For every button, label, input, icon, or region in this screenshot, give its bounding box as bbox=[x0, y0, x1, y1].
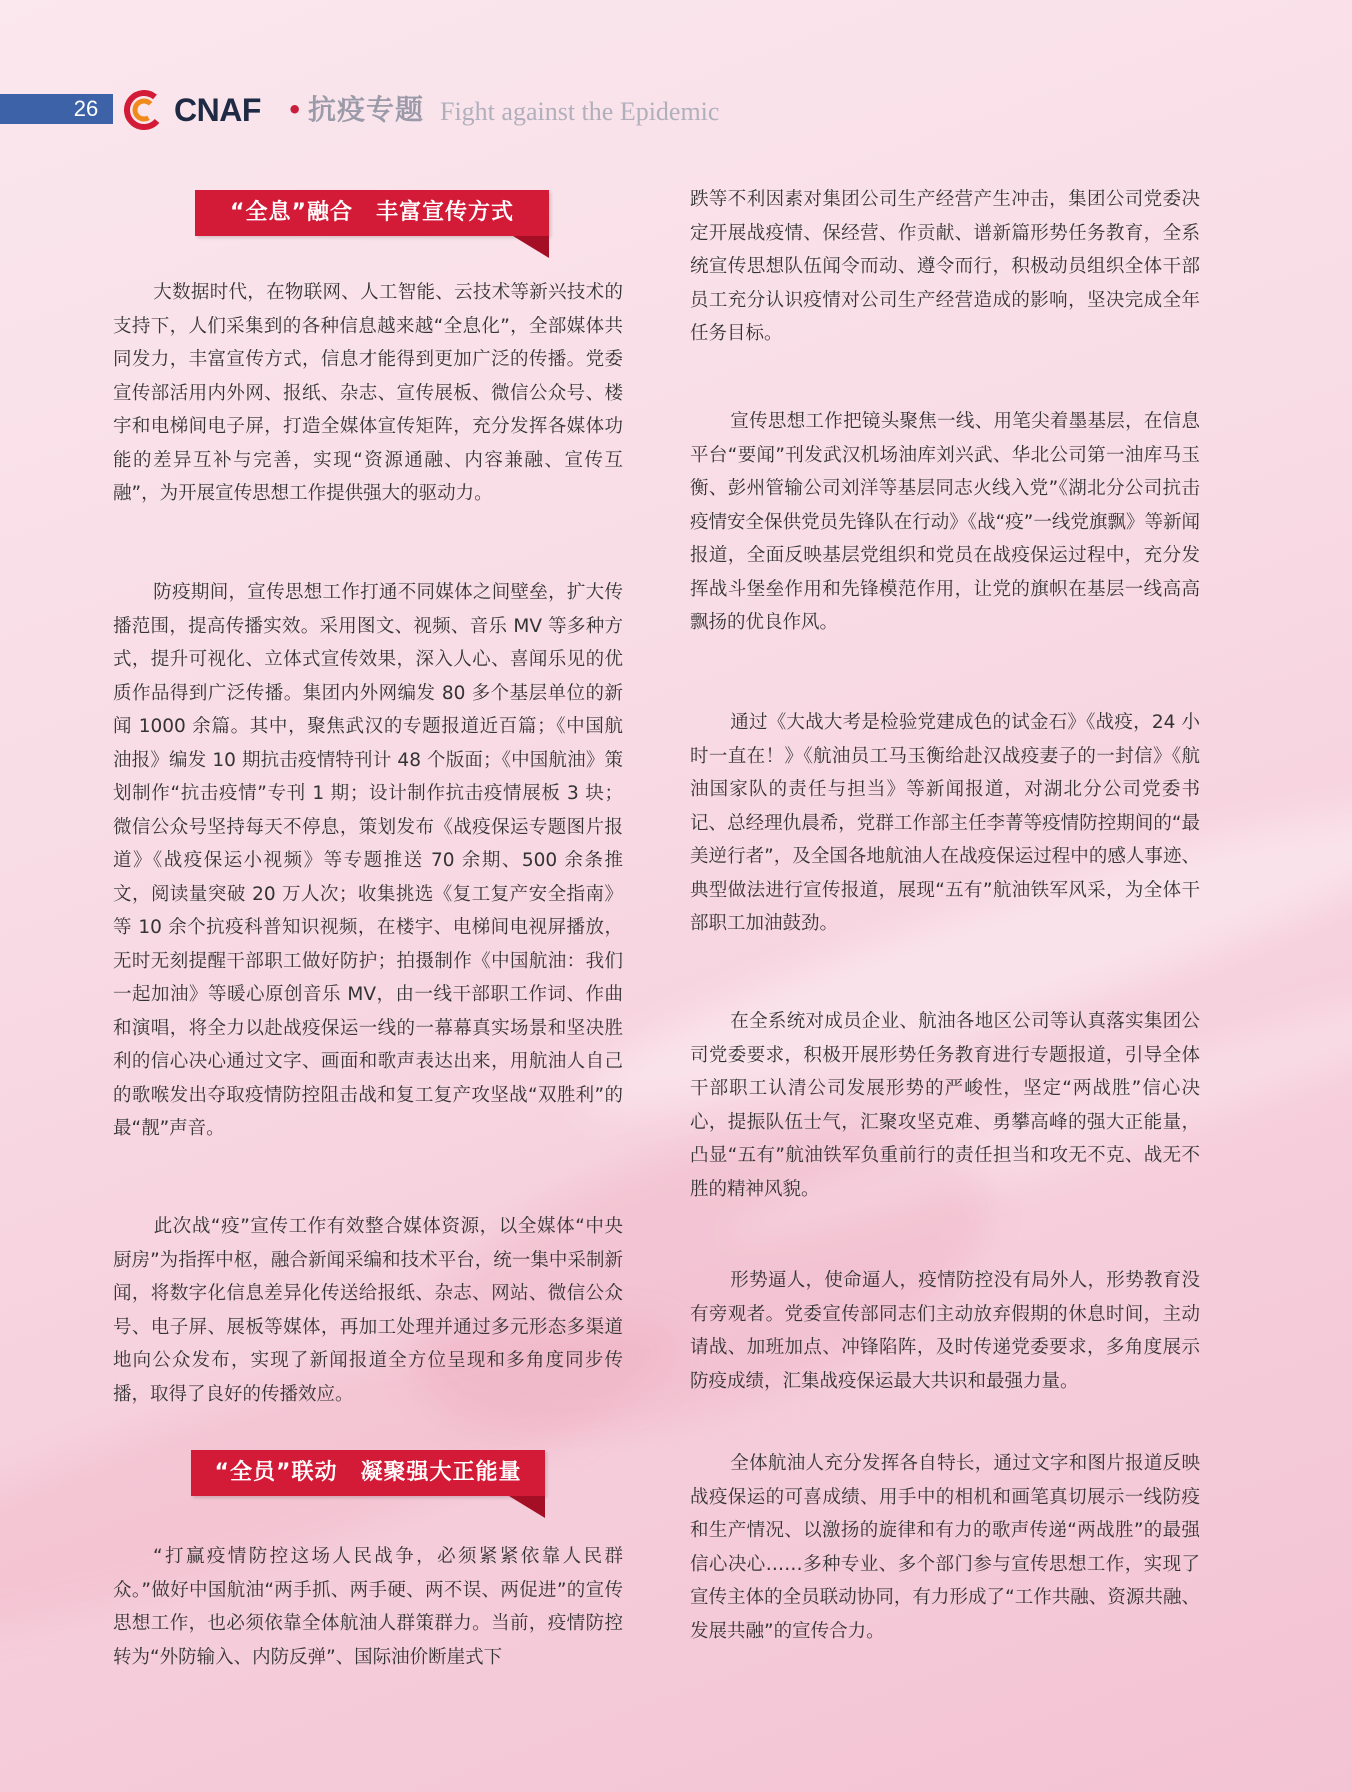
section-heading-banner-1 bbox=[195, 190, 549, 236]
brand-name: CNAF bbox=[174, 92, 261, 128]
article-paragraph: 大数据时代，在物联网、人工智能、云技术等新兴技术的支持下，人们采集到的各种信息越来越“全息化”，全部媒体共同发力，丰富宣传方式，信息才能得到更加广泛的传播。党委宣传部活用内外网、报纸、杂志、宣传展板、微信公众号、楼宇和电梯间电子屏，打造全媒体宣传矩阵，充分发挥各媒体功能的差异互补与完善，实现“资源通融、内容兼融、宣传互融”，为开展宣传思想工作提供强大的驱动力。 bbox=[113, 282, 623, 504]
article-paragraph: 跌等不利因素对集团公司生产经营产生冲击，集团公司党委决定开展战疫情、保经营、作贡献、谱新篇形势任务教育，全系统宣传思想队伍闻令而动、遵令而行，积极动员组织全体干部员工充分认识疫情对公司生产经营造成的影响，坚决完成全年任务目标。 bbox=[690, 189, 1200, 344]
page-header bbox=[0, 90, 1352, 130]
cnaf-logo-icon bbox=[122, 90, 168, 130]
article-paragraph: 在全系统对成员企业、航油各地区公司等认真落实集团公司党委要求，积极开展形势任务教育进行专题报道，引导全体干部职工认清公司发展形势的严峻性，坚定“两战胜”信心决心，提振队伍士气，汇聚攻坚克难、勇攀高峰的强大正能量，凸显“五有”航油铁军负重前行的责任担当和攻无不克、战无不胜的精神风貌。 bbox=[690, 1011, 1200, 1200]
header-separator-dot: • bbox=[287, 96, 303, 124]
article-paragraph: “打赢疫情防控这场人民战争，必须紧紧依靠人民群众。”做好中国航油“两手抓、两手硬、两不误、两促进”的宣传思想工作，也必须依靠全体航油人群策群力。当前，疫情防控转为“外防输入、内防反弹”、国际油价断崖式下 bbox=[113, 1546, 623, 1668]
article-paragraph: 形势逼人，使命逼人，疫情防控没有局外人，形势教育没有旁观者。党委宣传部同志们主动放弃假期的休息时间，主动请战、加班加点、冲锋陷阵，及时传递党委要求，多角度展示防疫成绩，汇集战疫保运最大共识和最强力量。 bbox=[690, 1270, 1200, 1392]
section-heading-1: “全息”融合 丰富宣传方式 bbox=[230, 200, 514, 225]
article-paragraph: 此次战“疫”宣传工作有效整合媒体资源，以全媒体“中央厨房”为指挥中枢，融合新闻采编和技术平台，统一集中采制新闻，将数字化信息差异化传送给报纸、杂志、网站、微信公众号、电子屏、展板等媒体，再加工处理并通过多元形态多渠道地向公众发布，实现了新闻报道全方位呈现和多角度同步传播，取得了良好的传播效应。 bbox=[113, 1216, 623, 1405]
section-title-en: Fight against the Epidemic bbox=[440, 97, 720, 126]
section-heading-2: “全员”联动 凝聚强大正能量 bbox=[214, 1460, 522, 1485]
article-paragraph: 通过《大战大考是检验党建成色的试金石》《战疫，24 小时一直在！》《航油员工马玉衡给赴汉战疫妻子的一封信》《航油国家队的责任与担当》等新闻报道，对湖北分公司党委书记、总经理仇晨希，党群工作部主任李菁等疫情防控期间的“最美逆行者”，及全国各地航油人在战疫保运过程中的感人事迹、典型做法进行宣传报道，展现“五有”航油铁军风采，为全体干部职工加油鼓劲。 bbox=[690, 712, 1200, 934]
article-paragraph: 宣传思想工作把镜头聚焦一线、用笔尖着墨基层，在信息平台“要闻”刊发武汉机场油库刘兴武、华北公司第一油库马玉衡、彭州管输公司刘洋等基层同志火线入党”《湖北分公司抗击疫情安全保供党员先锋队在行动》《战“疫”一线党旗飘》等新闻报道，全面反映基层党组织和党员在战疫保运过程中，充分发挥战斗堡垒作用和先锋模范作用，让党的旗帜在基层一线高高飘扬的优良作风。 bbox=[690, 411, 1200, 633]
section-heading-banner-2 bbox=[191, 1450, 545, 1496]
article-paragraph: 防疫期间，宣传思想工作打通不同媒体之间壁垒，扩大传播范围，提高传播实效。采用图文、视频、音乐 MV 等多种方式，提升可视化、立体式宣传效果，深入人心、喜闻乐见的优质作品得到广泛传播。集团内外网编发 80 多个基层单位的新闻 1000 余篇。其中，聚焦武汉的专题报道近百篇；《中国航油报》编发 10 期抗击疫情特刊计 48 个版面；《中国航油》策划制作“抗击疫情”专刊 1 期；设计制作抗击疫情展板 3 块；微信公众号坚持每天不停息，策划发布《战疫保运专题图片报道》《战疫保运小视频》等专题推送 70 余期、500 余条推文，阅读量突破 20 万人次；收集挑选《复工复产安全指南》等 10 余个抗疫科普知识视频，在楼宇、电梯间电视屏播放，无时无刻提醒干部职工做好防护；拍摄制作《中国航油：我们一起加油》等暖心原创音乐 MV，由一线干部职工作词、作曲和演唱，将全力以赴战疫保运一线的一幕幕真实场景和坚决胜利的信心决心通过文字、画面和歌声表达出来，用航油人自己的歌喉发出夺取疫情防控阻击战和复工复产攻坚战“双胜利”的最“靓”声音。 bbox=[113, 582, 623, 1139]
section-title-cn: 抗疫专题 bbox=[308, 93, 425, 126]
page-number: 26 bbox=[73, 96, 99, 121]
article-paragraph: 全体航油人充分发挥各自特长，通过文字和图片报道反映战疫保运的可喜成绩、用手中的相机和画笔真切展示一线防疫和生产情况、以激扬的旋律和有力的歌声传递“两战胜”的最强信心决心……多种专业、多个部门参与宣传思想工作，实现了宣传主体的全员联动协同，有力形成了“工作共融、资源共融、发展共融”的宣传合力。 bbox=[690, 1453, 1200, 1642]
